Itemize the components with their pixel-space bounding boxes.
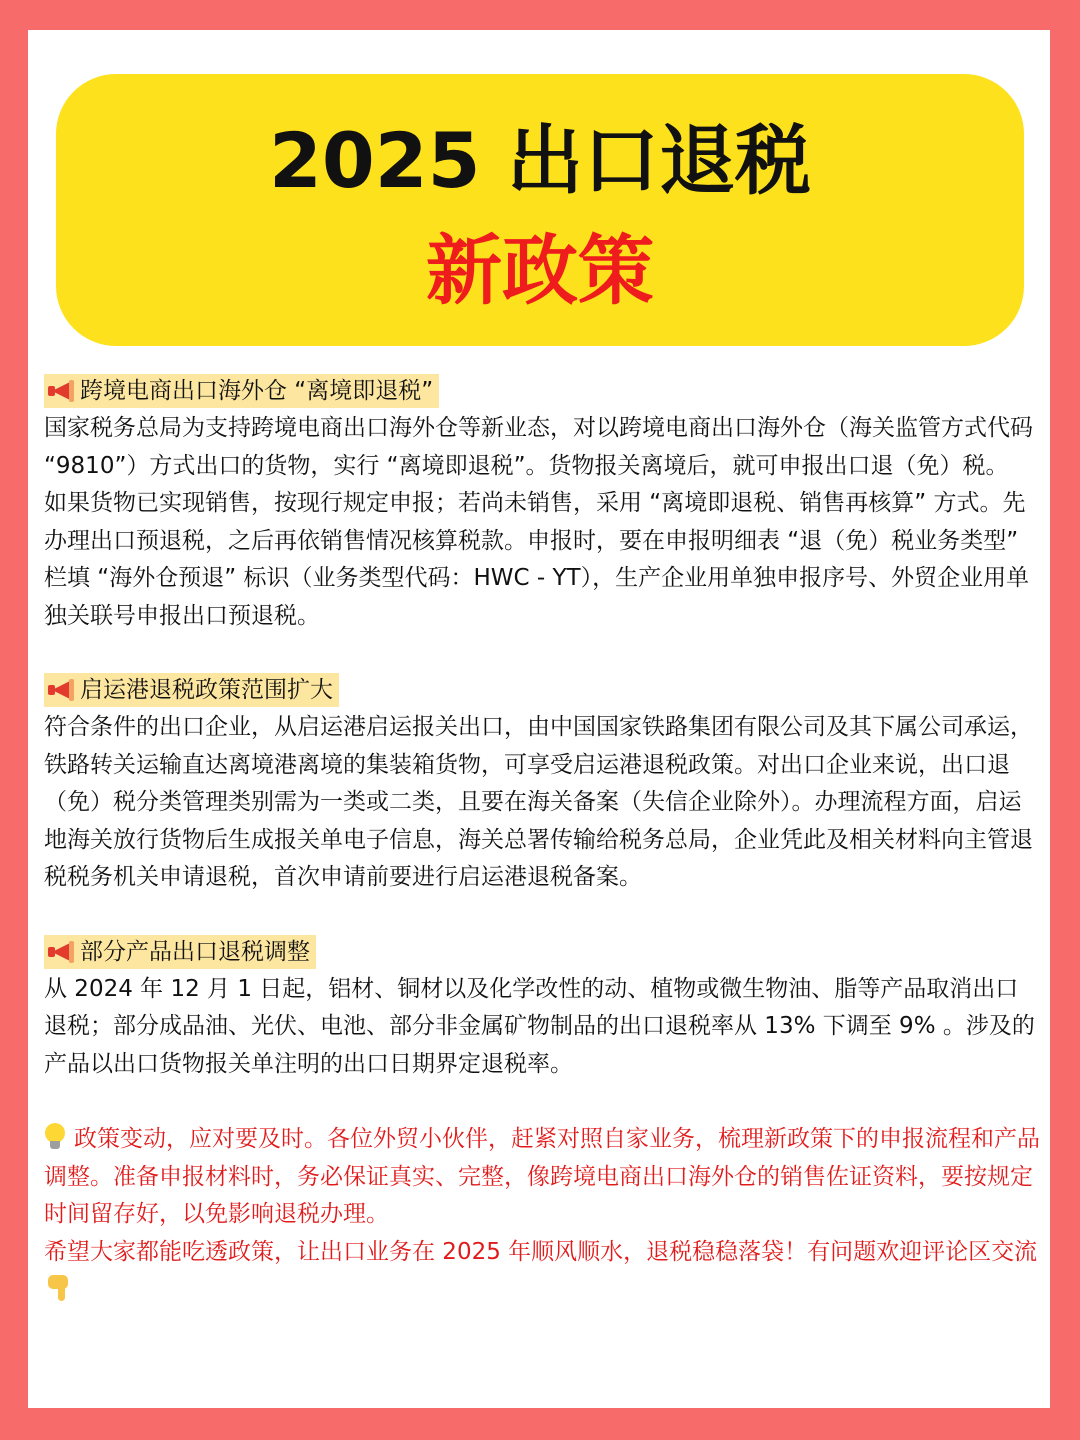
megaphone-icon	[46, 940, 76, 964]
section-heading	[44, 374, 439, 408]
article-body	[44, 374, 1040, 1309]
title-banner	[56, 74, 1024, 346]
section-product-adjustment	[44, 935, 1040, 1084]
closing-text-2: 希望大家都能吃透政策，让出口业务在 2025 年顺风顺水，退税稳稳落袋！有问题欢迎评论区交流	[44, 1238, 1038, 1265]
section-heading	[44, 673, 339, 707]
closing-paragraph	[44, 1121, 1040, 1234]
lightbulb-icon	[44, 1123, 66, 1151]
page-title: 2025 出口退税	[269, 116, 811, 205]
closing-text-1: 政策变动，应对要及时。各位外贸小伙伴，赶紧对照自家业务，梳理新政策下的申报流程和产品调整。准备申报材料时，务必保证真实、完整，像跨境电商出口海外仓的销售佐证资料，要按规定时间留存好，以免影响退税办理。	[44, 1126, 1040, 1227]
page-subtitle: 新政策	[426, 226, 654, 315]
megaphone-icon	[46, 379, 76, 403]
section-overseas-warehouse	[44, 374, 1040, 635]
closing-paragraph	[44, 1234, 1040, 1309]
section-paragraph: 符合条件的出口企业，从启运港启运报关出口，由中国国家铁路集团有限公司及其下属公司承运，铁路转关运输直达离境港离境的集装箱货物，可享受启运港退税政策。对出口企业来说，出口退（免）税分类管理类别需为一类或二类，且要在海关备案（失信企业除外）。办理流程方面，启运地海关放行货物后生成报关单电子信息，海关总署传输给税务总局，企业凭此及相关材料向主管退税税务机关申请退税，首次申请前要进行启运港退税备案。	[44, 714, 1033, 890]
section-paragraph: 从 2024 年 12 月 1 日起，铝材、铜材以及化学改性的动、植物或微生物油、脂等产品取消出口退税；部分成品油、光伏、电池、部分非金属矿物制品的出口退税率从 13% 下调至 9% 。涉及的产品以出口货物报关单注明的出口日期界定退税率。	[44, 975, 1035, 1077]
section-departure-port	[44, 673, 1040, 897]
section-paragraph: 国家税务总局为支持跨境电商出口海外仓等新业态，对以跨境电商出口海外仓（海关监管方式代码 “9810”）方式出口的货物，实行 “离境即退税”。货物报关离境后，就可申报出口退（免）税。	[44, 415, 1033, 479]
section-heading	[44, 935, 316, 969]
pointing-down-icon	[46, 1273, 70, 1303]
section-paragraph: 如果货物已实现销售，按现行规定申报；若尚未销售，采用 “离境即退税、销售再核算” 方式。先办理出口预退税，之后再依销售情况核算税款。申报时，要在申报明细表 “退（免）税业务类型” 栏填 “海外仓预退” 标识（业务类型代码：HWC - YT），生产企业用单独申报序号、外贸企业用单独关联号申报出口预退税。	[44, 490, 1030, 629]
section-heading-text: 启运港退税政策范围扩大	[80, 677, 333, 703]
section-heading-text: 部分产品出口退税调整	[80, 938, 310, 965]
section-heading-text: 跨境电商出口海外仓 “离境即退税”	[80, 378, 434, 404]
megaphone-icon	[46, 678, 76, 702]
page-card	[28, 30, 1050, 1408]
closing-note	[44, 1121, 1040, 1309]
